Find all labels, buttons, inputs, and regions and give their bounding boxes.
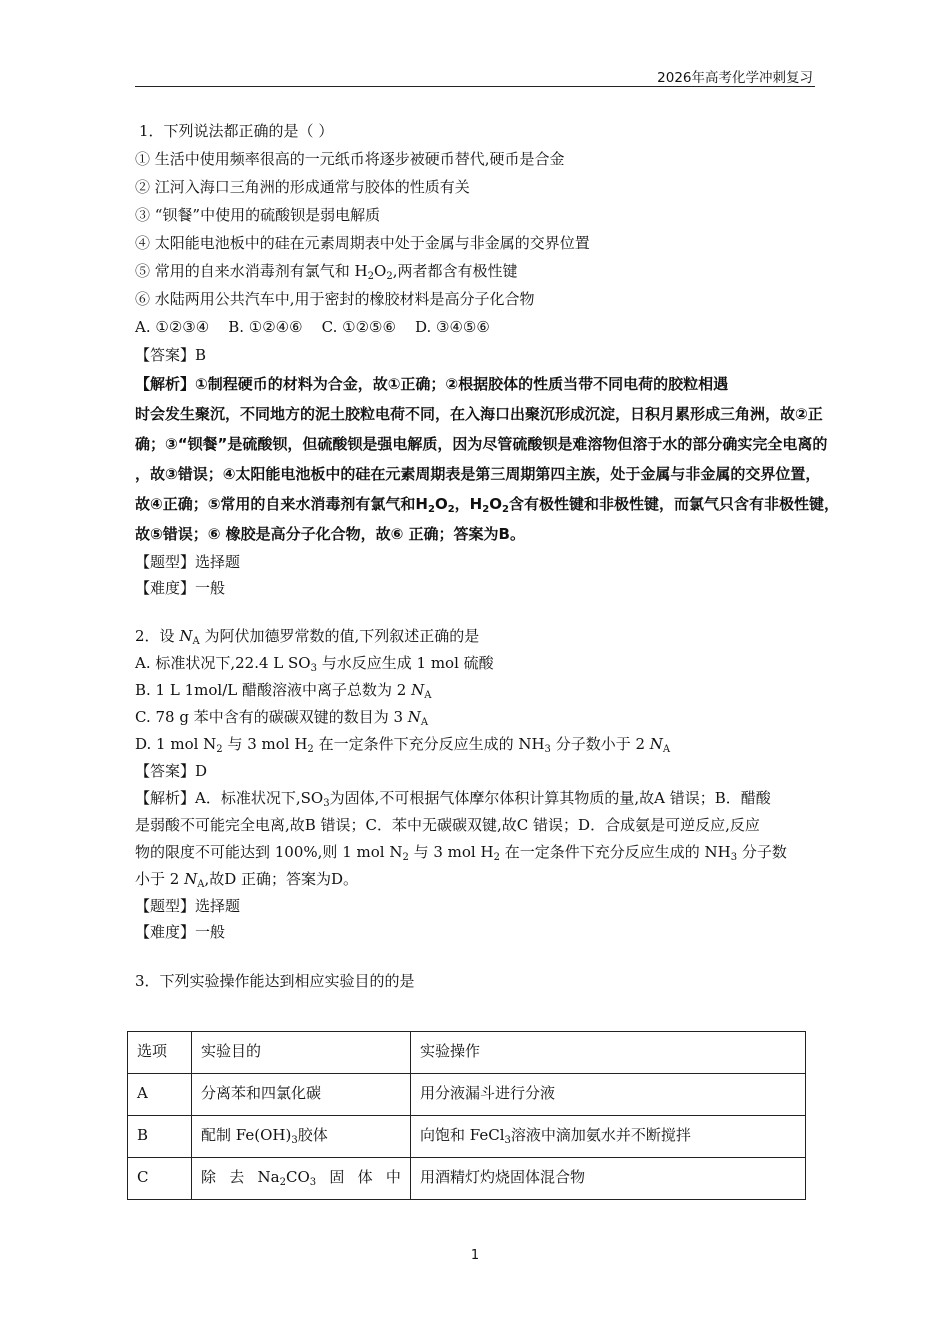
analysis-line: 【解析】①制程硬币的材料为合金，故①正确；②根据胶体的性质当带不同电荷的胶粒相遇 — [135, 375, 729, 393]
question-1-item-5: ⑤ 常用的自来水消毒剂有氯气和 $H_2O_2$,两者都含有极性键 — [135, 262, 518, 282]
analysis-line: 小于 2 $N_A$,故D 正确；答案为D。 — [135, 870, 359, 890]
page-header — [135, 64, 815, 87]
question-2-analysis — [135, 785, 818, 893]
question-1-item-1: ① 生活中使用频率很高的一元纸币将逐步被硬币替代,硬币是合金 — [135, 150, 565, 168]
header-cell-operation: 实验操作 — [411, 1032, 806, 1074]
question-1-stem: 1．下列说法都正确的是（ ） — [139, 122, 334, 140]
question-1-item-2: ② 江河入海口三角洲的形成通常与胶体的性质有关 — [135, 178, 470, 196]
question-1-analysis — [135, 369, 895, 549]
cell-option: A — [128, 1074, 192, 1116]
cell-option: B — [128, 1116, 192, 1158]
page-number: 1 — [470, 1248, 480, 1263]
question-2-option-a: A. 标准状况下,22.4 L $SO_3$ 与水反应生成 1 mol 硫酸 — [135, 654, 494, 674]
question-2-option-b: B. 1 L 1mol/L 醋酸溶液中离子总数为 2 $N_A$ — [135, 681, 432, 701]
document-body — [135, 117, 839, 995]
spacer — [135, 601, 818, 623]
question-2-difficulty: 【难度】一般 — [135, 923, 226, 941]
question-1-item-3: ③ “钡餐”中使用的硫酸钡是弱电解质 — [135, 206, 381, 224]
question-2-option-c: C. 78 g 苯中含有的碳碳双键的数目为 3 $N_A$ — [135, 708, 429, 728]
table-row — [128, 1074, 806, 1116]
cell-operation: 用分液漏斗进行分液 — [411, 1074, 806, 1116]
cell-operation: 用酒精灯灼烧固体混合物 — [411, 1158, 806, 1200]
question-2-stem: 2．设 $N_A$ 为阿伏加德罗常数的值,下列叙述正确的是 — [135, 627, 480, 647]
analysis-line: 故④正确；⑤常用的自来水消毒剂有氯气和$H_2O_2$，$H_2O_2$含有极性键和非极性键，而氯气只含有非极性键， — [135, 495, 839, 515]
spacer — [135, 945, 818, 967]
question-1-item-4: ④ 太阳能电池板中的硅在元素周期表中处于金属与非金属的交界位置 — [135, 234, 590, 252]
experiment-table — [127, 1031, 806, 1200]
analysis-line: 故⑤错误；⑥ 橡胶是高分子化合物，故⑥ 正确；答案为B。 — [135, 525, 525, 543]
analysis-line: 是弱酸不可能完全电离,故B 错误；C．苯中无碳碳双键,故C 错误；D．合成氨是可逆反应,反应 — [135, 816, 760, 834]
header-cell-option: 选项 — [128, 1032, 192, 1074]
table-row — [128, 1158, 806, 1200]
table-header-row — [128, 1032, 806, 1074]
question-1 — [135, 117, 839, 601]
cell-option: C — [128, 1158, 192, 1200]
question-2-answer: 【答案】D — [135, 762, 208, 780]
cell-goal: 配制 $Fe(OH)_3$胶体 — [192, 1116, 411, 1158]
analysis-line: 时会发生聚沉，不同地方的泥土胶粒电荷不同，在入海口出聚沉形成沉淀，日积月累形成三角洲，故②正 — [135, 405, 823, 423]
question-3-stem: 3．下列实验操作能达到相应实验目的的是 — [135, 972, 415, 990]
question-1-options: A. ①②③④ B. ①②④⑥ C. ①②⑤⑥ D. ③④⑤⑥ — [135, 318, 490, 336]
question-1-difficulty: 【难度】一般 — [135, 579, 226, 597]
cell-goal-text: 除 去 $Na_2CO_3$ 固 体 中 — [201, 1168, 401, 1188]
question-2 — [135, 623, 818, 945]
header-title: 2026年高考化学冲刺复习 — [657, 70, 813, 86]
analysis-line: 确；③“钡餐”是硫酸钡，但硫酸钡是强电解质，因为尽管硫酸钡是难溶物但溶于水的部分确实完全电离的 — [135, 435, 828, 453]
cell-goal — [192, 1158, 411, 1200]
question-2-option-d: D. 1 mol $N_2$ 与 3 mol $H_2$ 在一定条件下充分反应生成的 $NH_3$ 分子数小于 2 $N_A$ — [135, 735, 671, 755]
analysis-line: 【解析】A．标准状况下$,SO_3$为固体,不可根据气体摩尔体积计算其物质的量,故A 错误；B．醋酸 — [135, 789, 771, 809]
cell-operation: 向饱和 FeCl$_3$溶液中滴加氨水并不断搅拌 — [411, 1116, 806, 1158]
table-row — [128, 1116, 806, 1158]
question-1-item-6: ⑥ 水陆两用公共汽车中,用于密封的橡胶材料是高分子化合物 — [135, 290, 535, 308]
question-1-answer: 【答案】B — [135, 346, 207, 364]
header-cell-goal: 实验目的 — [192, 1032, 411, 1074]
question-1-type: 【题型】选择题 — [135, 553, 241, 571]
analysis-line: 物的限度不可能达到 100%,则 1 mol $N_2$ 与 3 mol $H_2$ 在一定条件下充分反应生成的 $NH_3$ 分子数 — [135, 843, 787, 863]
analysis-line: ，故③错误；④太阳能电池板中的硅在元素周期表是第三周期第四主族，处于金属与非金属的交界位置， — [135, 465, 821, 483]
question-2-type: 【题型】选择题 — [135, 897, 241, 915]
cell-goal: 分离苯和四氯化碳 — [192, 1074, 411, 1116]
